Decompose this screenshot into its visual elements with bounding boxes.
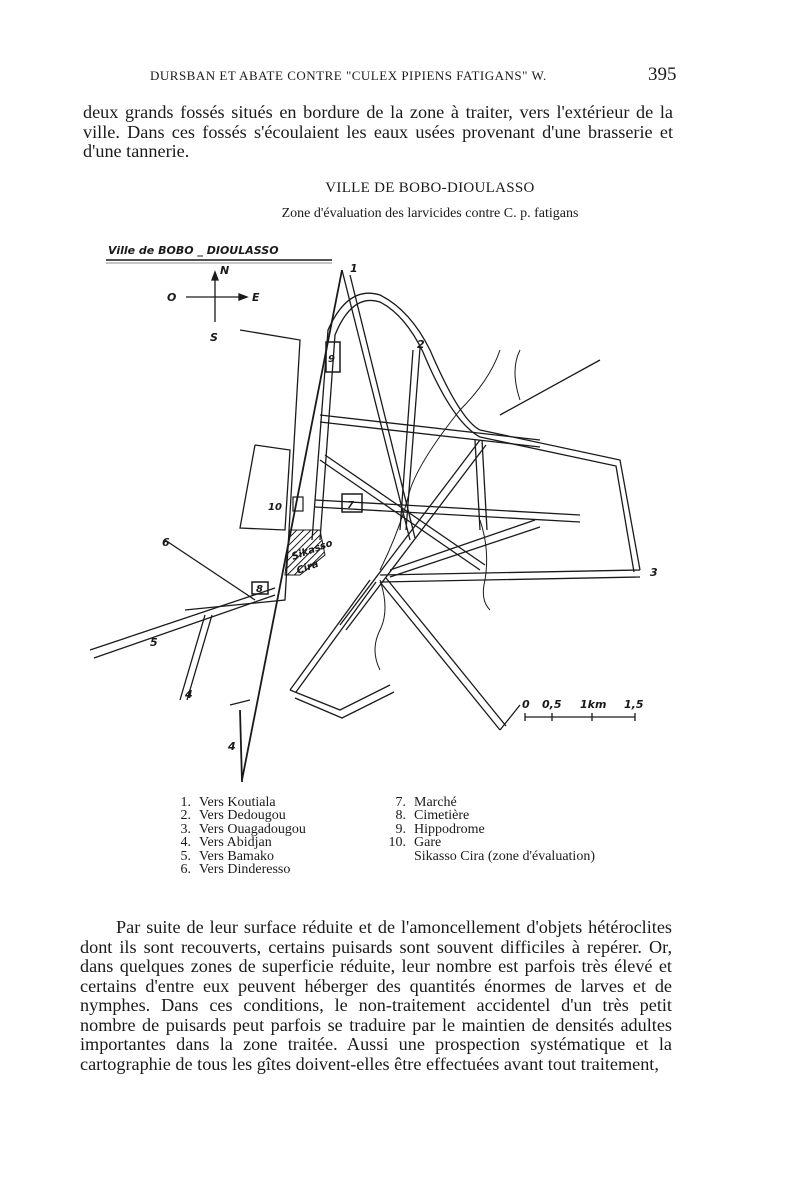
road-label-3: 3 — [650, 566, 658, 579]
legend-item: 8. Cimetière — [395, 808, 470, 824]
road-label-5: 5 — [150, 636, 158, 649]
legend-item: 4. Vers Abidjan — [180, 835, 272, 851]
legend-item: 3. Vers Ouagadougou — [180, 821, 306, 837]
scale-label-0: 0 — [522, 698, 530, 711]
zone-label-sikasso: Sikasso — [290, 537, 335, 563]
compass-e: E — [252, 291, 260, 304]
compass-s: S — [210, 331, 218, 344]
paragraph-1: deux grands fossés situés en bordure de la zone à traiter, vers l'extérieur de la ville. Dans ces fossés s'écoulaient les eaux usées provenant d'une brasserie et d'une tannerie. — [83, 102, 673, 161]
map-handwritten-title: Ville de BOBO _ DIOULASSO — [108, 244, 279, 257]
legend-left — [163, 796, 306, 876]
scale-label-1km: 1km — [580, 698, 607, 711]
marker-label-8: 8 — [256, 584, 263, 595]
paragraph-2: Par suite de leur surface réduite et de l'amoncellement d'objets hétéroclites dont ils sont recouverts, certains puisards sont souvent difficiles à repérer. Or, dans quelques zones de superficie réduite, leur nombre est parfois très élevé et certains d'entre eux peuvent héberger des quantités énormes de larves et de nymphes. Dans ces conditions, le non-traitement accidentel d'un très petit nombre de puisards peut parfois se traduire par le maintien de densités adultes importantes dans la zone traitée. Aussi une prospection systématique et la cartographie de tous les gîtes doivent-elles être effectuées avant tout traitement, — [80, 917, 672, 1074]
figure-title: VILLE DE BOBO-DIOULASSO — [325, 180, 535, 196]
road-label-4b: 4 — [228, 740, 236, 753]
marker-label-7: 7 — [347, 500, 354, 511]
legend-item: 1. Vers Koutiala — [180, 795, 276, 810]
legend-item: Sikasso Cira (zone d'évaluation) — [414, 848, 595, 864]
marker-label-9: 9 — [328, 354, 335, 365]
legend-item: 10. Gare — [388, 835, 442, 851]
legend-item: 6. Vers Dinderesso — [180, 862, 291, 878]
compass-rose — [186, 272, 247, 322]
marker-label-10: 10 — [268, 502, 282, 513]
road-label-1: 1 — [350, 262, 358, 275]
legend-item: 5. Vers Bamako — [180, 848, 275, 864]
figure-caption: Zone d'évaluation des larvicides contre C. p. fatigans — [281, 206, 579, 221]
road-label-2: 2 — [417, 338, 425, 351]
zone-label-cira: Cira — [295, 558, 321, 577]
compass-o: O — [167, 291, 177, 304]
scale-label-05: 0,5 — [542, 698, 562, 711]
scale-label-15: 1,5 — [624, 698, 644, 711]
legend-item: 7. Marché — [395, 795, 457, 810]
city-map — [80, 230, 680, 790]
running-head: DURSBAN ET ABATE CONTRE "CULEX PIPIENS FATIGANS" W. — [150, 68, 547, 83]
scale-bar — [525, 713, 635, 721]
road-label-6: 6 — [162, 536, 170, 549]
legend-item: 9. Hippodrome — [395, 821, 485, 837]
road-label-4a: 4 — [185, 688, 193, 701]
page-number: 395 — [648, 64, 677, 85]
legend-item: 2. Vers Dedougou — [180, 808, 286, 824]
compass-n: N — [220, 264, 230, 277]
legend-right — [378, 796, 595, 863]
